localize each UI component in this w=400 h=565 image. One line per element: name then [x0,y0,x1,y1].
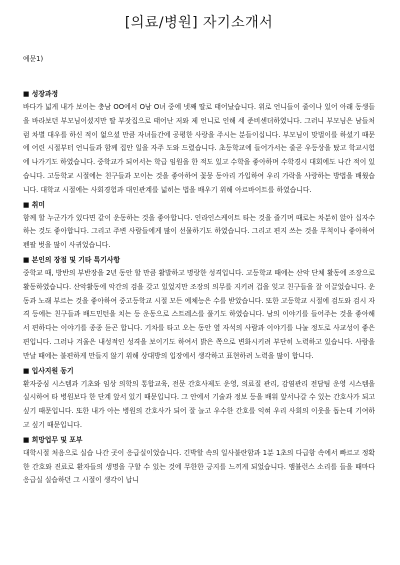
section-heading: ■ 희망업무 및 포부 [23,435,83,444]
section-body: 환자중심 시스템과 기초와 임상 의학의 통합교육, 전문 간호사제도 운영, 의료질 관리, 감염관리 전담팀 운영 시스템을 실시하여 타 병원보다 한 단계 앞서 있기 때문입니다. 그 안에서 기술과 정보 등을 배워 앞서나갈 수 있는 간호사가 되고 싶기 때문입니다. 또한 내가 아는 병원의 간호사가 되어 잘 늘고 우수한 간호를 익혀 우리 사회의 이웃을 돕는데 기여하고 싶기 때문입니다. [23,379,375,429]
section-aspiration [23,433,375,488]
section-heading: ■ 본인의 장점 및 기타 특기사항 [23,255,121,264]
section-body: 함께 할 누군가가 있다면 같이 운동하는 것을 좋아합니다. 인라인스케이트 타는 것을 즐기며 때로는 차분히 앉아 십자수 하는 것도 좋아합니다. 그리고 주변 사람들에게 많이 선물하기도 하였습니다. 그리고 편지 쓰는 것을 무척이나 좋아하여 펜팔 벗을 많이 사귀었습니다. [23,213,375,250]
document-title: [의료/병원] 자기소개서 [124,15,274,31]
section-motivation [23,364,375,433]
section-body: 대학시절 처음으로 실습 나간 곳이 응급실이었습니다. 긴박할 속의 일사불란함과 1분 1초의 다급함 속에서 빠르고 정확한 간호와 진료로 환자들의 생명을 구할 수 있는 것에 무한한 긍지를 느끼게 되었습니다. 앰뷸런스 소리를 들을 때마다 응급실 실습하던 그 시절이 생각이 납니 [23,448,375,485]
example-label: 예문1) [23,55,44,63]
section-strengths [23,253,375,364]
section-body: 중학교 때, 방반의 부반장을 2년 동안 할 만큼 활발하고 명랑한 성격입니다. 고등학교 때에는 산악 단체 활동에 조장으로 활동하였습니다. 산악활동에 악간의 검을 갖고 있었지만 조장의 의무를 지키려 겁을 잊고 친구들을 잘 이끌었습니다. 운동과 노래 부르는 것을 좋아하여 중고등학교 시절 모든 예체능은 수를 받았습니다. 또한 고등학교 시절에 검도와 검시 자격 등에는 친구들과 배드민턴을 치는 등 운동으로 스트레스를 풀기도 하였습니다. 남의 이야기를 들어주는 것을 좋아해서 편하다는 이야기를 종종 듣곤 합니다. 기차를 타고 오는 동안 옆 자석의 사람과 이야기를 나눌 정도로 사교성이 좋은 편입니다. 그러나 겨울은 내성적인 성격을 보이기도 하여서 밝은 쪽으로 변화시키려 부단히 노력하고 있습니다. 사람을 만날 때에는 불편하게 만들지 않기 위해 상대방의 입장에서 생각하고 표현하려 노력을 많이 합니다. [23,268,375,360]
section-growth [23,87,375,198]
section-hobby [23,198,375,253]
section-heading: ■ 입사지원 동기 [23,366,74,375]
section-heading: ■ 성장과정 [23,90,59,98]
section-body: 바다가 넓게 내가 보이는 충남 OO에서 O남 O녀 중에 넷째 딸로 태어났습니다. 위로 언니들이 줄이나 있어 아래 동생들을 바라보던 부모님이셨지만 딸 부잣집으로 태어난 저와 제 언니로 인해 세 준비센더하였니다. 그러니 부모님은 남들처럼 차별 대우를 하신 적이 없으셨 만큼 자녀들간에 공평한 사랑을 주시는 분들이십니다. 부모님이 맞벌이를 하셨기 때문에 어린 시절부터 언니들과 함께 집안 일을 자주 도와 드렸습니다. 초등학교에 들어가서는 줄곧 우등상을 탔고 학교시험에 나가기도 하였습니다. 중학교가 되어서는 학급 임원을 한 적도 있고 수학을 좋아하며 수학경시 대회에도 나간 적이 있습니다. 고등학교 시절에는 친구들과 모이는 것을 좋아하여 꽃뭉 동아리 가입하여 우리 가락을 사랑하는 방법을 배웠습니다. 대학교 시절에는 사회경험과 대인관계를 넓히는 법을 배우기 위해 아르바이트를 하였습니다. [23,103,375,194]
section-heading: ■ 취미 [23,200,45,209]
